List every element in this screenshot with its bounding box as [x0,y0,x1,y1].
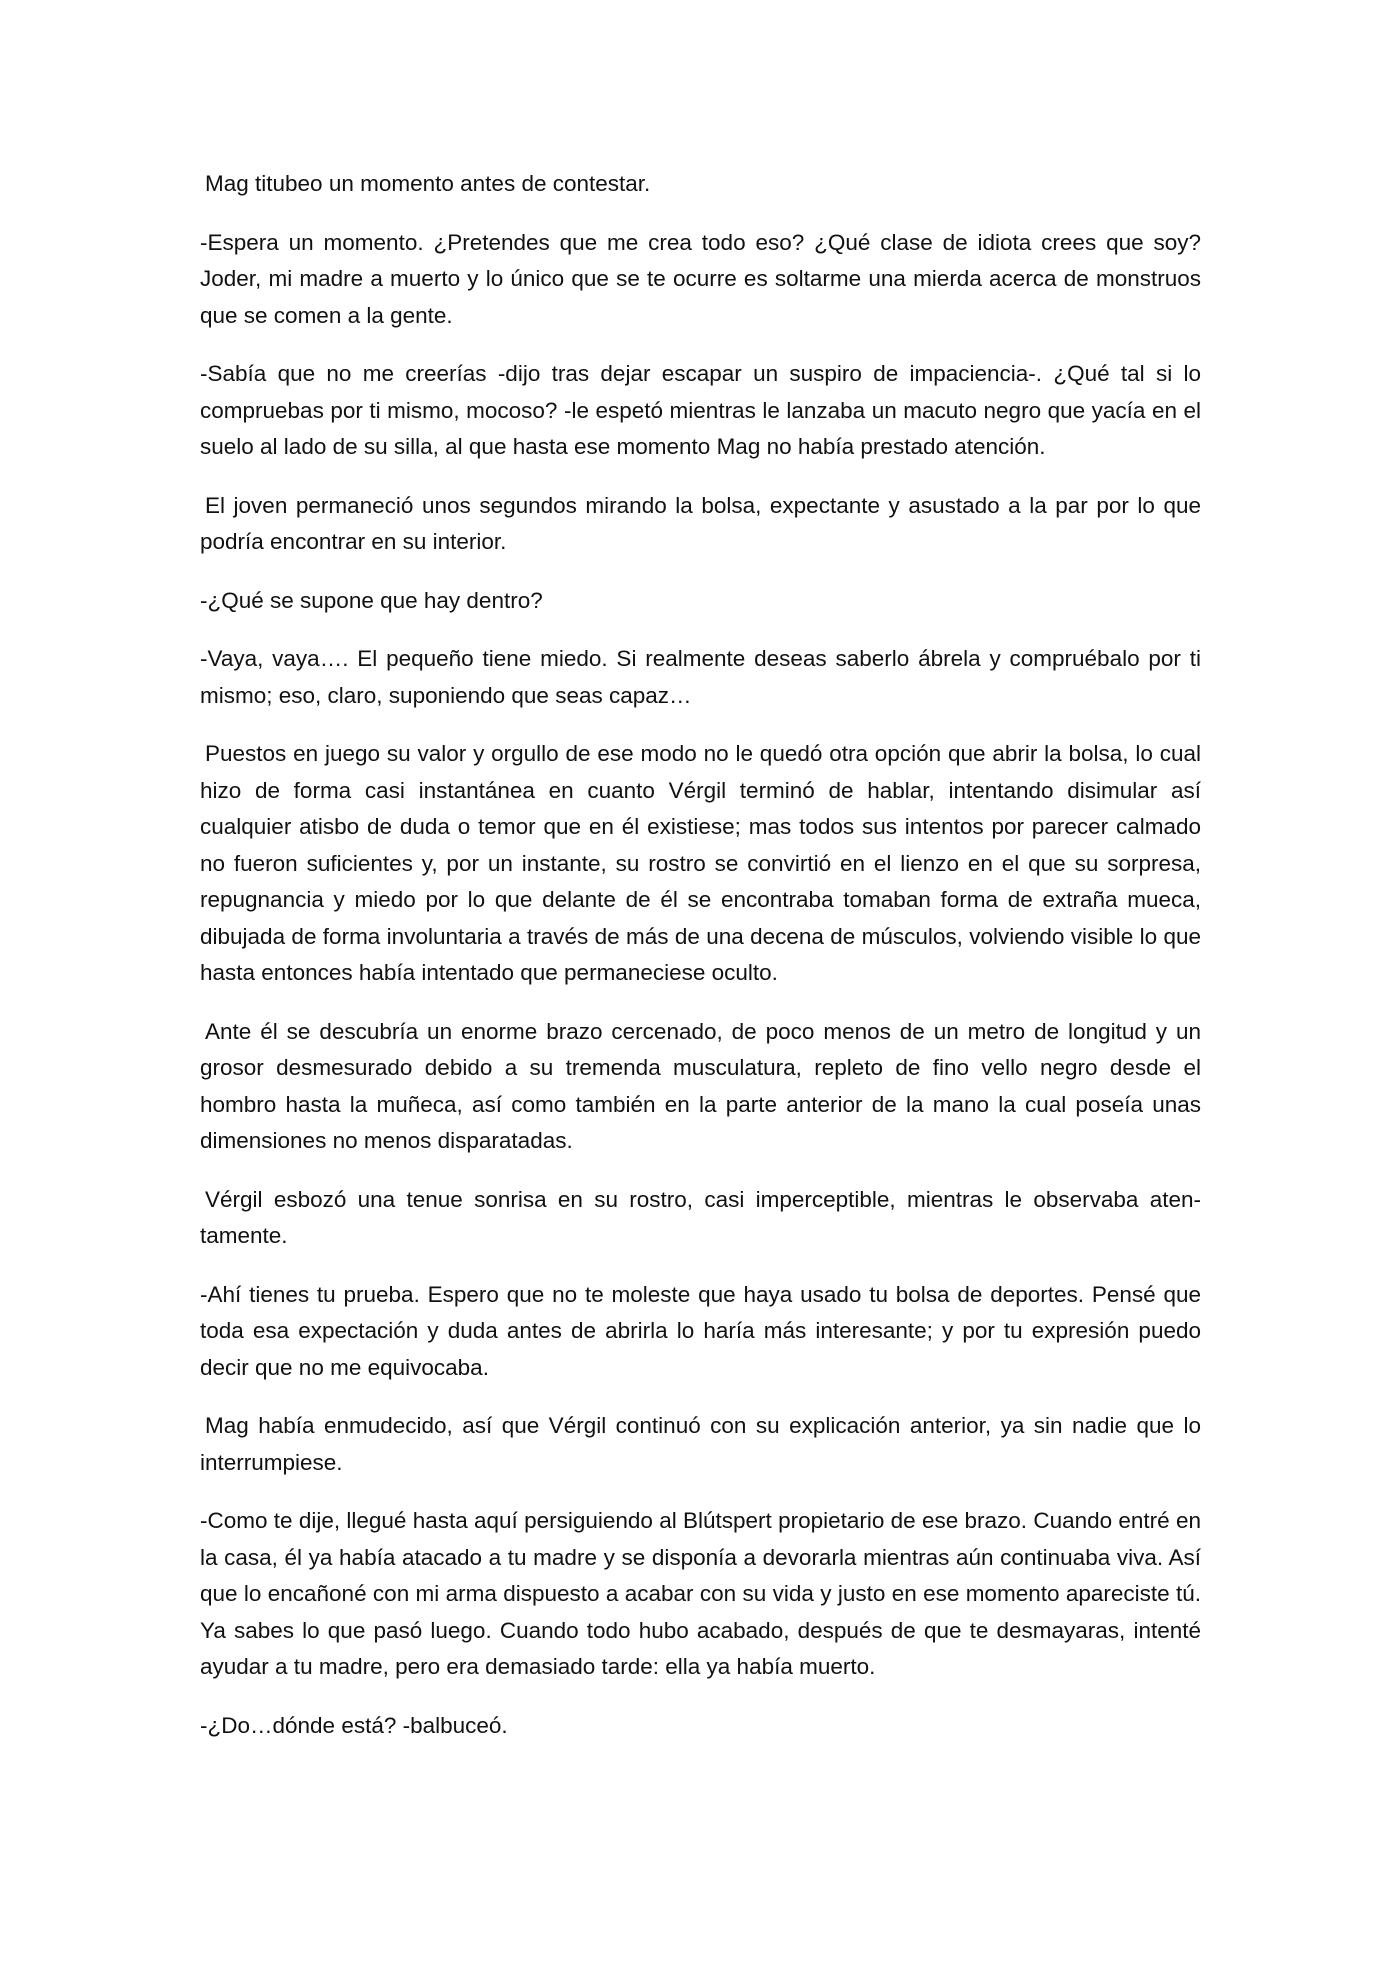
paragraph: -Como te dije, llegué hasta aquí persiguiendo al Blútspert propietario de ese brazo. Cuando entré en la casa, él ya había atacado a tu madre y se disponía a devorarla mientras aún continuaba viva. Así que lo encañoné con mi arma dispuesto a acabar con su vida y justo en ese momento apareciste tú. Ya sabes lo que pasó luego. Cuando todo hubo acabado, después de que te desmayaras, intenté ayudar a tu madre, pero era demasiado tarde: ella ya había muerto. [200,1508,1201,1679]
body-text [200,166,1201,1766]
paragraph: -Vaya, vaya…. El pequeño tiene miedo. Si realmente deseas saberlo ábrela y compruébalo por ti mismo; eso, claro, suponiendo que seas capaz… [200,646,1201,708]
paragraph: Puestos en juego su valor y orgullo de ese modo no le quedó otra opción que abrir la bolsa, lo cual hizo de forma casi instantánea en cuanto Vérgil terminó de hablar, intentando disimular así cualquier atisbo de duda o temor que en él existiese; mas todos sus intentos por parecer calmado no fueron suficientes y, por un instante, su rostro se convirtió en el lienzo en el que su sorpresa, repugnancia y miedo por lo que delante de él se encontraba tomaban forma de extraña mueca, dibujada de forma involuntaria a través de más de una decena de músculos, volviendo visible lo que hasta entonces había intentado que permaneciese oculto. [200,741,1201,985]
paragraph: El joven permaneció unos segundos mirando la bolsa, expectante y asustado a la par por lo que podría encontrar en su interior. [200,492,1201,554]
paragraph: Vérgil esbozó una tenue sonrisa en su rostro, casi imperceptible, mientras le observaba atentamente. [200,1186,1201,1248]
paragraph: Mag titubeo un momento antes de contestar. [205,171,651,196]
paragraph: -Sabía que no me creerías -dijo tras dejar escapar un suspiro de impaciencia-. ¿Qué tal si lo compruebas por ti mismo, mocoso? -le espetó mientras le lanzaba un macuto negro que yacía en el suelo al lado de su silla, al que hasta ese momento Mag no había prestado atención. [200,361,1201,459]
paragraph: -¿Do…dónde está? -balbuceó. [200,1712,508,1738]
paragraph: Ante él se descubría un enorme brazo cercenado, de poco menos de un metro de longitud y un grosor desmesurado debido a su tremenda musculatura, repleto de fino vello negro desde el hombro hasta la muñeca, así como también en la parte anterior de la mano la cual poseía unas dimensiones no menos disparatadas. [200,1018,1201,1153]
paragraph: Mag había enmudecido, así que Vérgil continuó con su explicación anterior, ya sin nadie que lo interrumpiese. [200,1413,1201,1475]
paragraph: -¿Qué se supone que hay dentro? [200,587,543,613]
paragraph: -Ahí tienes tu prueba. Espero que no te moleste que haya usado tu bolsa de deportes. Pensé que toda esa expectación y duda antes de abrirla lo haría más interesante; y por tu expresión puedo decir que no me equivocaba. [200,1281,1201,1380]
paragraph: -Espera un momento. ¿Pretendes que me crea todo eso? ¿Qué clase de idiota crees que soy? Joder, mi madre a muerto y lo único que se te ocurre es soltarme una mierda acerca de monstruos que se comen a la gente. [200,229,1201,328]
